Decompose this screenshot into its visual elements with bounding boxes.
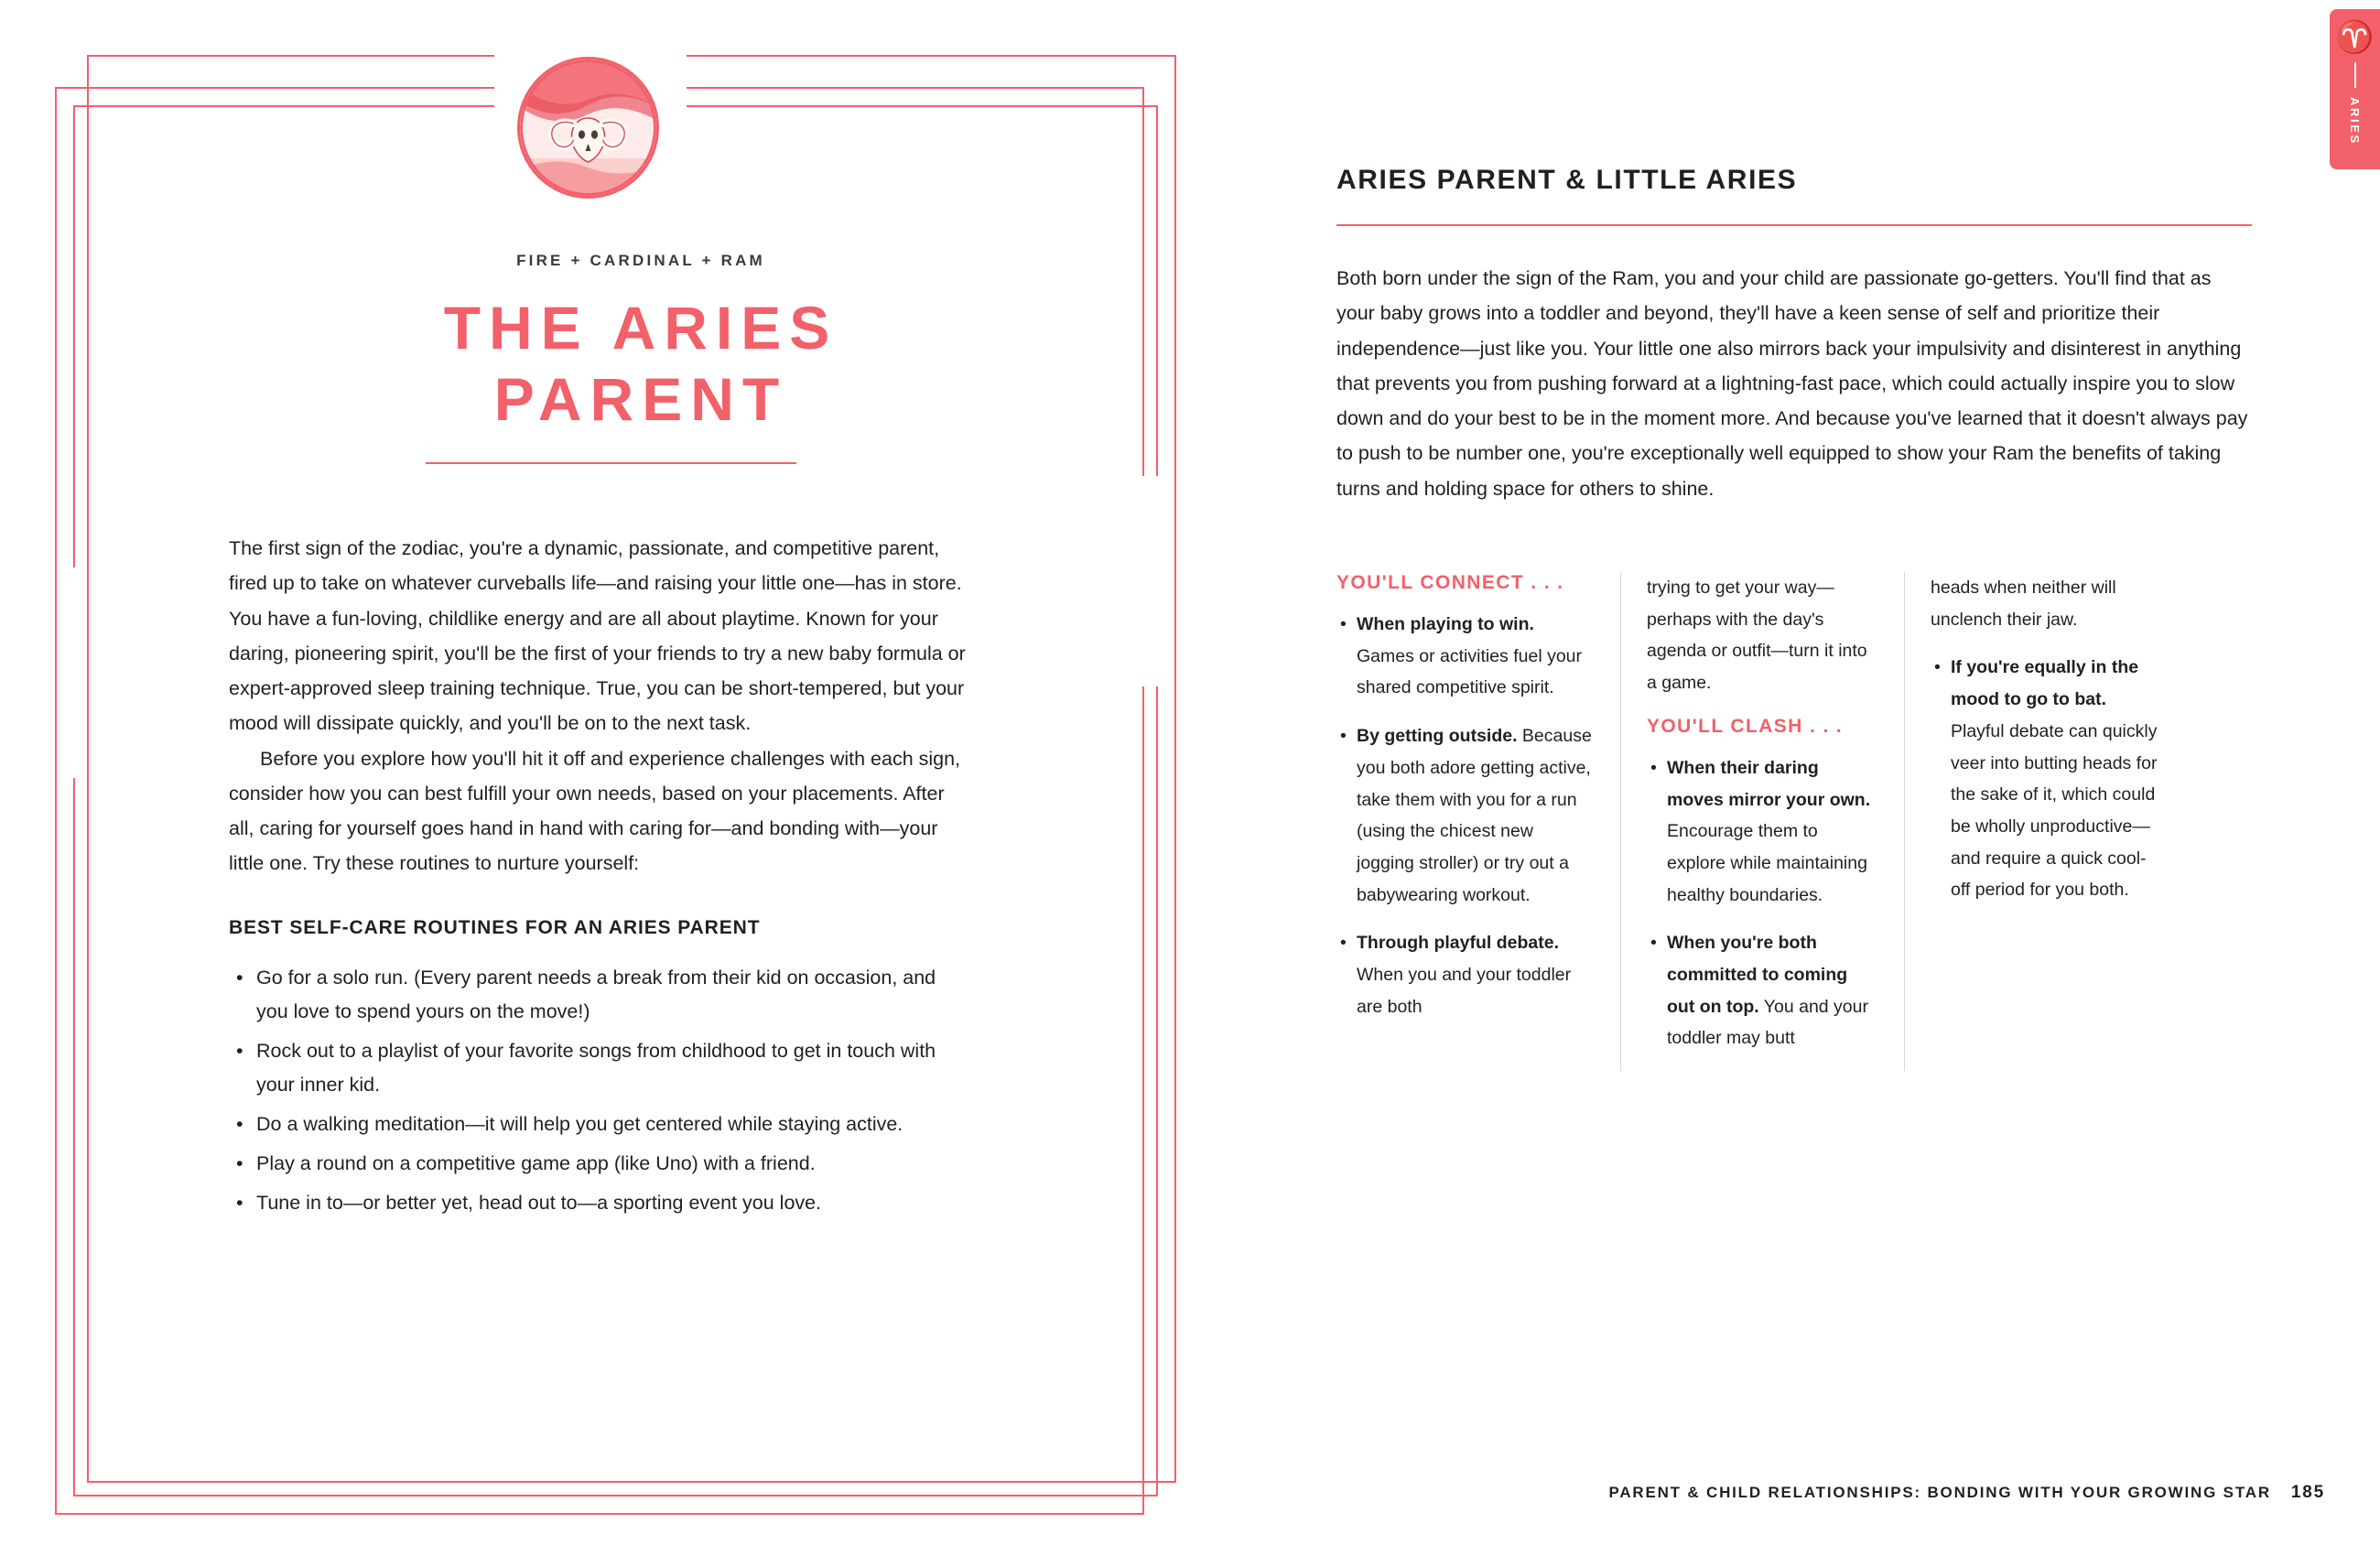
list-item-lead: When you're both committed to coming out on top. [1667,933,1848,1017]
page-number: 185 [2290,1483,2325,1502]
clash-list-continued [1931,652,2162,906]
tab-label: ARIES [2348,97,2362,146]
list-item [1647,752,1878,912]
clash-heading: YOU'LL CLASH . . . [1647,715,1844,737]
aries-section-tab [2330,9,2380,169]
clash-list [1647,752,1878,1054]
list-item-lead: When playing to win. [1357,614,1534,634]
running-head: PARENT & CHILD RELATIONSHIPS: BONDING WITH YOUR GROWING STAR [1608,1484,2271,1501]
page-title [183,293,1098,436]
self-care-list [229,961,970,1220]
right-page [1282,0,2380,1556]
list-item-lead: If you're equally in the mood to go to bat. [1951,657,2139,710]
page-title-line1: THE ARIES [443,294,838,362]
list-item-rest: When you and your toddler are both [1357,965,1572,1017]
list-item [1336,609,1595,704]
list-item [1336,927,1595,1022]
column-clash [1620,572,1904,1071]
list-item-rest: Encourage them to explore while maintaining healthy boundaries. [1667,821,1867,905]
list-item: • Go for a solo run. (Every parent needs a break from their kid on occasion, and you love to spend yours on the move!) [229,961,970,1029]
list-item [1647,927,1878,1054]
list-item-rest: You and your toddler may butt [1667,996,1868,1049]
aries-glyph-icon: ♈ [2335,20,2375,55]
column-clash-continued [1904,572,2188,1071]
list-item [1931,652,2162,906]
sign-attributes: FIRE + CARDINAL + RAM [516,252,765,269]
frame-mask-right [1141,476,1161,686]
title-divider [426,462,796,464]
tab-divider [2354,62,2356,88]
list-item: • Rock out to a playlist of your favorite songs from childhood to get in touch with your inner kid. [229,1034,970,1102]
connect-heading: YOU'LL CONNECT . . . [1336,572,1564,593]
relationship-columns [1336,572,2261,1071]
list-item-lead: Through playful debate. [1357,933,1560,954]
list-item-rest: Games or activities fuel your shared competitive spirit. [1357,645,1583,698]
section-intro-paragraph: Both born under the sign of the Ram, you and your child are passionate go-getters. You'll find that as your baby grows into a toddler and beyond, they'll have a keen sense of self and prioritize their independence—just like you. Your little one also mirrors back your impulsivity and disinterest in anything that prevents you from pushing forward at a lightning-fast pace, which could actually inspire you to slow down and do your best to be in the moment more. And because you've learned that it doesn't always pay to push to be number one, you're exceptionally well equipped to show your Ram the benefits of taking turns and holding space for others to shine. [1336,267,2248,500]
page-title-line2: PARENT [493,364,788,433]
list-item: • Do a walking meditation—it will help you get centered while staying active. [229,1108,970,1141]
list-item-rest: Playful debate can quickly veer into butting heads for the sake of it, which could be wholly unproductive—and require a quick cool-off period for you both. [1951,720,2158,901]
frame-mask-left [57,567,77,778]
list-item: • Tune in to—or better yet, head out to—a sporting event you love. [229,1186,970,1220]
left-body-text [229,531,970,1226]
body-paragraph-2: Before you explore how you'll hit it off and experience challenges with each sign, consider how you can best fulfill your own needs, based on your placements. After all, caring for yourself goes hand in hand with caring for—and bonding with—your little one. Try these routines to nurture yourself: [229,747,961,875]
list-item-rest: Because you both adore getting active, take them with you for a run (using the chicest new jogging stroller) or try out a babywearing workout. [1357,726,1592,905]
list-item: • Play a round on a competitive game app (like Uno) with a friend. [229,1147,970,1181]
section-heading: ARIES PARENT & LITTLE ARIES [1336,165,1798,195]
clash-continuation: heads when neither will unclench their jaw. [1931,578,2116,630]
list-item [1336,720,1595,911]
aries-ram-icon [520,59,656,196]
self-care-subhead: BEST SELF-CARE ROUTINES FOR AN ARIES PARENT [229,916,761,938]
connect-continuation: trying to get your way—perhaps with the day's agenda or outfit—turn it into a game. [1647,578,1867,694]
column-connect [1336,572,1620,1071]
body-paragraph-1: The first sign of the zodiac, you're a dynamic, passionate, and competitive parent, fired up to take on whatever curveballs life—and raising your little one—has in store. You have a fun-loving, childlike energy and are all about playtime. Known for your daring, pioneering spirit, you'll be the first of your friends to try a new baby formula or expert-approved sleep training technique. True, you can be short-tempered, but your mood will dissipate quickly, and you'll be on to the next task. [229,537,966,735]
connect-list [1336,609,1595,1022]
list-item-lead: By getting outside. [1357,726,1518,747]
aries-badge [517,57,659,199]
page-footer [1608,1483,2325,1503]
section-heading-divider [1336,224,2252,226]
list-item-lead: When their daring moves mirror your own. [1667,757,1871,810]
